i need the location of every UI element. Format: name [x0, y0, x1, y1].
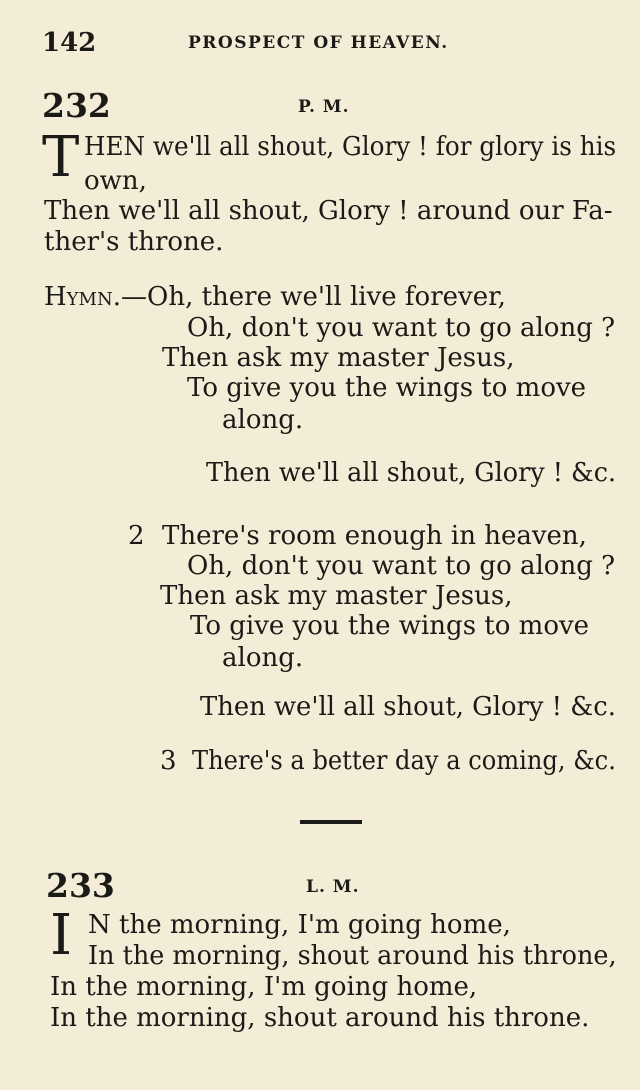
verse-3-number: 3 [160, 746, 177, 776]
verse-1-line-5: along. [222, 405, 304, 435]
verse-2-line-2: Oh, don't you want to go along ? [187, 551, 616, 581]
meter-232: P. M. [298, 97, 350, 117]
hymn-232-line-4: ther's throne. [44, 227, 224, 257]
hymn-label: Hymn. [44, 282, 122, 312]
hymn-number-232: 232 [42, 86, 111, 125]
drop-cap-233: I [50, 903, 73, 968]
hymn-232-line-1: HEN we'll all shout, Glory ! for glory is his [84, 132, 617, 162]
hymn-233-line-3: In the morning, I'm going home, [50, 972, 478, 1002]
hymn-233-line-1: N the morning, I'm going home, [88, 910, 511, 940]
verse-1-line-3: Then ask my master Jesus, [162, 343, 515, 373]
running-title: PROSPECT OF HEAVEN. [188, 33, 449, 53]
hymn-232-line-2: own, [84, 166, 147, 196]
verse-2-line-3: Then ask my master Jesus, [160, 581, 513, 611]
drop-cap-232: T [42, 125, 80, 190]
verse-1-line-2: Oh, don't you want to go along ? [187, 313, 616, 343]
refrain-1: Then we'll all shout, Glory ! &c. [206, 458, 617, 488]
verse-2-line-5: along. [222, 643, 304, 673]
hymn-number-233: 233 [46, 866, 115, 905]
section-divider [300, 820, 362, 824]
meter-233: L. M. [306, 877, 360, 897]
hymn-232-line-3: Then we'll all shout, Glory ! around our Fa- [44, 196, 613, 226]
verse-1-line-4: To give you the wings to move [187, 373, 587, 403]
verse-2-line-1: There's room enough in heaven, [162, 521, 587, 551]
hymn-verse-1-first-line [44, 282, 506, 312]
page-number: 142 [42, 28, 97, 58]
verse-1-line-1: —Oh, there we'll live forever, [121, 282, 506, 312]
hymn-233-line-2: In the morning, shout around his throne, [88, 941, 617, 971]
verse-3-line-1: There's a better day a coming, &c. [192, 746, 616, 776]
verse-2-number: 2 [128, 521, 145, 551]
refrain-2: Then we'll all shout, Glory ! &c. [200, 692, 616, 722]
verse-2-line-4: To give you the wings to move [190, 611, 590, 641]
hymn-233-line-4: In the morning, shout around his throne. [50, 1003, 590, 1033]
